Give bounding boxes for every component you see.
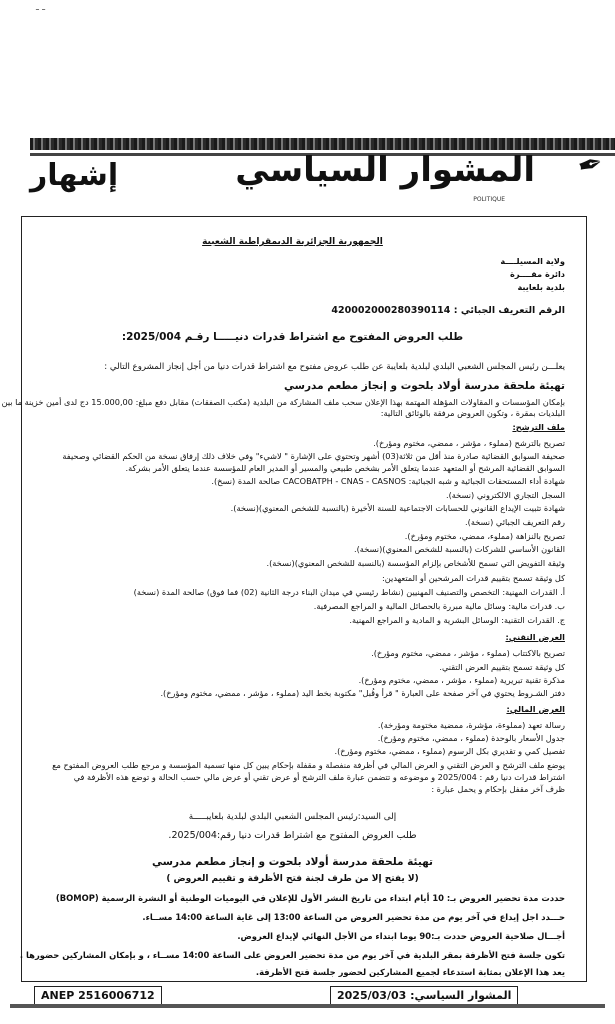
announcement-line: بلدية بلعايبة — [517, 282, 565, 292]
announcement-line: طلب العروض المفتوح مع اشتراط قدرات دنيا رقم:2025/004. — [168, 830, 417, 841]
newspaper-logo-sub: POLITIQUE — [473, 196, 505, 203]
announcement-line: يعد هذا الإعلان بمثابة استدعاء لجميع المشاركين لحضور جلسة فتح الأظرفة. — [255, 967, 565, 977]
announcement-line: ملف الترشح: — [512, 422, 565, 432]
announcement-line: حـــدد اجل إيداع في آخر يوم من مدة تحضير العروض من الساعة 13:00 إلى غاية الساعة 14:00 مســاء. — [142, 912, 565, 922]
announcement-line: جدول الأسعار بالوحدة (مملوء ، ممضي، مختوم ومؤرخ). — [377, 733, 565, 743]
announcement-line: وثيقة التفويض التي تسمح للأشخاص بإلزام المؤسسة (بالنسبة للشخص المعنوي)(نسخة). — [266, 558, 565, 568]
pen-icon: ✒ — [573, 145, 608, 186]
announcement-line: بإمكان المؤسسات و المقاولات المؤهلة المهتمة بهذا الإعلان سحب ملف المشاركة من البلدية (مكتب الصفقات) مقابل دفع مبلغ: 15.000,00 دج لدى أمين خزينة ما بين — [1, 397, 565, 407]
announcement-line: دائرة مقــــرة — [510, 269, 565, 279]
announcement-line: ولاية المسيلــــة — [500, 256, 565, 266]
announcement-line: تصريح بالترشح (مملوء ، مؤشر ، ممضي، مختوم ومؤرخ). — [373, 438, 565, 448]
announcement-line: شهادة تثبيت الإيداع القانوني للحسابات الاجتماعية للسنة الأخيرة (بالنسبة للشخص المعنوي)(نسخة). — [230, 503, 565, 513]
announcement-line: (لا يفتح إلا من طرف لجنة فتح الأظرفة و تقييم العروض ) — [166, 874, 419, 884]
announcement-line: السجل التجاري الالكتروني (نسخة). — [445, 490, 565, 500]
announcement-line: اشتراط قدرات دنيا رقم : 2025/004 و موضوعه و تتضمن عبارة ملف الترشح أو عرض تقني أو عرض مالي حسب الحالة و توضع هذه الأظرفة في — [73, 772, 565, 782]
announcement-line: كل وثيقة تسمح بتقييم قدرات المرشحين أو المتعهدين: — [382, 573, 565, 583]
footer-newspaper-date: المشوار السياسي: 2025/03/03 — [330, 986, 518, 1005]
announcement-line: رقم التعريف الجبائي (نسخة). — [465, 517, 565, 527]
announcement-line: تفصيل كمي و تقديري بكل الرسوم (مملوء ، ممضي، مختوم ومؤرخ). — [334, 746, 565, 756]
newspaper-logo: المشوار السياسي — [235, 150, 535, 190]
announcement-line: تصريح بالنزاهة (مملوء، ممضي، مختوم ومؤرخ). — [404, 531, 565, 541]
header-band — [30, 138, 615, 150]
announcement-line: تهيئة ملحقة مدرسة أولاد بلحوت و إنجاز مطعم مدرسي — [152, 856, 433, 868]
announcement-line: أجـــال صلاحية العروض حددت بـ:90 يوما ابتداء من الأجل النهائي لإيداع العروض. — [237, 931, 565, 941]
announcement-line: إلى السيد:رئيس المجلس الشعبي البلدي لبلدية بلعايبـــــة — [188, 812, 397, 822]
announcement-line: البلديات بمقرة ، وتكون العروض مرفقة بالوثائق التالية: — [380, 408, 565, 418]
announcement-line: طلب العروض المفتوح مع اشتراط قدرات دنيـــــا رقـم 2025/004: — [121, 331, 464, 343]
announcement-line: حددت مدة تحضير العروض بـ: 10 أيام ابتداء من تاريخ النشر الأول للإعلان في اليوميات الوطنية أو النشرة الرسمية (BOMOP) — [55, 893, 565, 903]
ad-label: إشهار — [30, 158, 119, 193]
announcement-line: العرض المالي: — [506, 704, 565, 714]
announcement-line: شهادة أداء المستحقات الجبائية و شبه الجبائية: CACOBATPH - CNAS - CASNOS صالحة المدة (نسخ). — [211, 476, 565, 486]
announcement-line: الرقم التعريف الجبائي : 420002000280390114 — [331, 305, 565, 316]
announcement-line: تهيئة ملحقة مدرسة أولاد بلحوت و إنجاز مطعم مدرسي — [284, 380, 565, 392]
announcement-line: ظرف آخر مقفل بإحكام و يحمل عبارة : — [431, 784, 565, 794]
announcement-line: العرض التقني: — [505, 632, 565, 642]
announcement-line: رسالة تعهد (مملوءة، مؤشرة، ممضية مختومة ومؤرخة). — [377, 720, 565, 730]
announcement-line: القانون الأساسي للشركات (بالنسبة للشخص المعنوي)(نسخة). — [354, 544, 565, 554]
announcement-line: دفتر الشـروط يحتوي في آخر صفحة على العبارة " قرأ وقُبل" مكتوبة بخط اليد (مملوء ، مؤشر ، ممضي، مختوم ومؤرخ). — [160, 688, 565, 698]
announcement-line: كل وثيقة تسمح بتقييم العرض التقني. — [439, 662, 565, 672]
announcement-line: يوضع ملف الترشح و العرض التقني و العرض المالي في أظرفة منفصلة و مقفلة بإحكام يبين كل منها تسمية المؤسسة و مرجع طلب العروض المفتوح مع — [52, 760, 565, 770]
announcement-line: السوابق القضائية المرشح أو المتعهد عندما يتعلق الأمر بشخص طبيعي والمسير أو المدير العام للمؤسسة عندما يتعلق الأمر بشركة. — [125, 463, 565, 473]
announcement-line: يعلـــن رئيس المجلس الشعبي البلدي لبلدية بلعايبة عن طلب عروض مفتوح مع اشتراط قدرات دنيا من أجل إنجاز المشروع التالي : — [104, 362, 565, 372]
footer-anep-number: ANEP 2516006712 — [34, 986, 162, 1005]
announcement-line: صحيفة السوابق القضائية صادرة منذ أقل من ثلاثة(03) أشهر وتحتوي على الإشارة " لاشيء" وفي خلاف ذلك إرفاق نسخة من الحكم القضائي وصحيفة — [62, 451, 565, 461]
announcement-line: ب. قدرات مالية: وسائل مالية مبررة بالحصائل المالية و المراجع المصرفية. — [313, 601, 565, 611]
announcement-line: الجمهورية الجزائرية الديمقراطية الشعبية — [202, 237, 383, 247]
announcement-line: مذكرة تقنية تبريرية (مملوء ، مؤشر ، ممضي، مختوم ومؤرخ). — [358, 675, 565, 685]
bottom-band — [10, 1004, 605, 1008]
scan-mark: ـ ـ — [36, 2, 46, 13]
announcement-line: تصريح بالاكتتاب (مملوء ، مؤشر ، ممضي، مختوم ومؤرخ). — [371, 648, 565, 658]
announcement-line: أ. القدرات المهنية: التخصص والتصنيف المهنيين (نشاط رئيسي في ميدان البناء درجة الثانية (02) فما فوق) صالحة المدة (نسخة) — [133, 587, 565, 597]
announcement-line: تكون جلسة فتح الأظرفة بمقر البلدية في آخر يوم من مدة تحضير العروض على الساعة 14:00 مســاء ، و بإمكان المشاركين حضورها . — [19, 950, 565, 960]
announcement-line: ج. القدرات التقنية: الوسائل البشرية و المادية و المراجع المهنية. — [349, 615, 565, 625]
